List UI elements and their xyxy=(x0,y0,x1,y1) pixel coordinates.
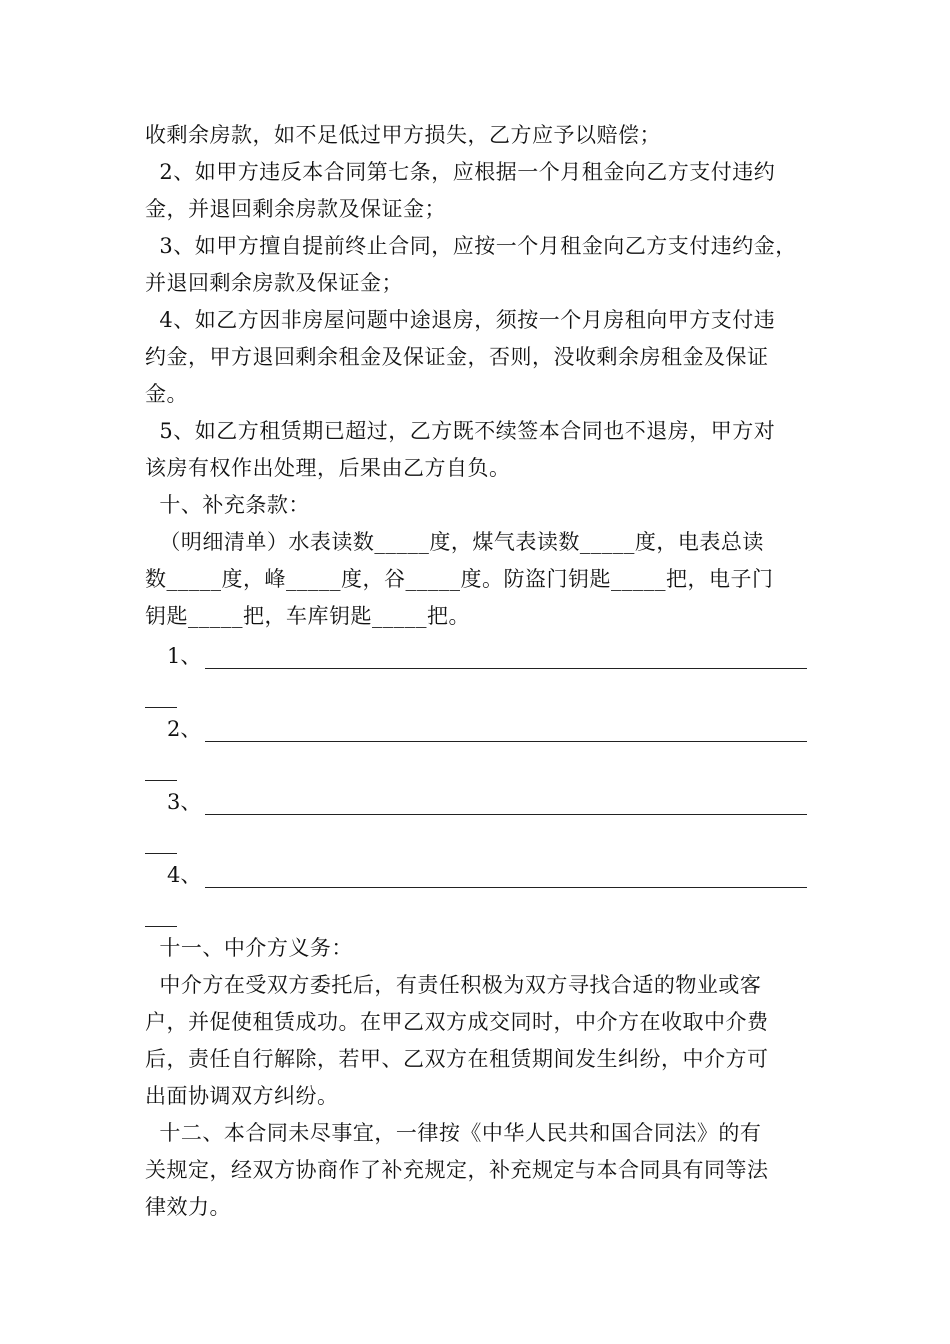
blank-item-3 xyxy=(145,788,815,862)
blank-item-number: 3、 xyxy=(167,790,202,814)
blank-fill-line xyxy=(205,887,807,888)
clause-9-item-4-line-1: 4、如乙方因非房屋问题中途退房，须按一个月房租向甲方支付违 xyxy=(145,308,776,332)
blank-item-number: 2、 xyxy=(167,717,202,741)
blank-item-4 xyxy=(145,861,815,935)
clause-12-line-3: 律效力。 xyxy=(145,1195,231,1219)
blank-fill-line xyxy=(205,668,807,669)
clause-11-heading: 十一、中介方义务： xyxy=(145,936,353,960)
blank-fill-line-continuation xyxy=(145,853,177,854)
clause-9-item-4-line-2: 约金，甲方退回剩余租金及保证金，否则，没收剩余房租金及保证 xyxy=(145,345,769,369)
blank-item-number: 1、 xyxy=(167,644,202,668)
clause-9-item-3-line-2: 并退回剩余房款及保证金； xyxy=(145,271,403,295)
clause-12-line-1: 十二、本合同未尽事宜，一律按《中华人民共和国合同法》的有 xyxy=(145,1121,762,1145)
clause-11-line-1: 中介方在受双方委托后，有责任积极为双方寻找合适的物业或客 xyxy=(145,973,762,997)
blank-fill-line-continuation xyxy=(145,926,177,927)
clause-10-detail-line-1: （明细清单）水表读数_____度，煤气表读数_____度，电表总读 xyxy=(145,530,764,554)
blank-fill-line xyxy=(205,814,807,815)
blank-fill-line-continuation xyxy=(145,707,177,708)
clause-11-line-3: 后，责任自行解除，若甲、乙双方在租赁期间发生纠纷，中介方可 xyxy=(145,1047,769,1071)
blank-fill-line xyxy=(205,741,807,742)
blank-item-number: 4、 xyxy=(167,863,202,887)
clause-10-detail-line-2: 数_____度，峰_____度，谷_____度。防盗门钥匙_____把，电子门 xyxy=(145,567,774,591)
clause-9-item-1-continuation: 收剩余房款，如不足低过甲方损失，乙方应予以赔偿； xyxy=(145,123,661,147)
clause-9-item-4-line-3: 金。 xyxy=(145,382,188,406)
clause-9-item-2-line-2: 金，并退回剩余房款及保证金； xyxy=(145,197,446,221)
clause-9-item-5-line-2: 该房有权作出处理，后果由乙方自负。 xyxy=(145,456,511,480)
clause-12-line-2: 关规定，经双方协商作了补充规定，补充规定与本合同具有同等法 xyxy=(145,1158,769,1182)
clause-11-line-2: 户，并促使租赁成功。在甲乙双方成交同时，中介方在收取中介费 xyxy=(145,1010,769,1034)
clause-9-item-5-line-1: 5、如乙方租赁期已超过，乙方既不续签本合同也不退房，甲方对 xyxy=(145,419,776,443)
clause-9-item-3-line-1: 3、如甲方擅自提前终止合同，应按一个月租金向乙方支付违约金， xyxy=(145,234,797,258)
clause-10-heading: 十、补充条款： xyxy=(145,493,310,517)
blank-fill-line-continuation xyxy=(145,780,177,781)
blank-item-2 xyxy=(145,715,815,789)
clause-9-item-2-line-1: 2、如甲方违反本合同第七条，应根据一个月租金向乙方支付违约 xyxy=(145,160,776,184)
blank-item-1 xyxy=(145,642,815,716)
clause-10-detail-line-3: 钥匙_____把，车库钥匙_____把。 xyxy=(145,604,470,628)
clause-11-line-4: 出面协调双方纠纷。 xyxy=(145,1084,339,1108)
